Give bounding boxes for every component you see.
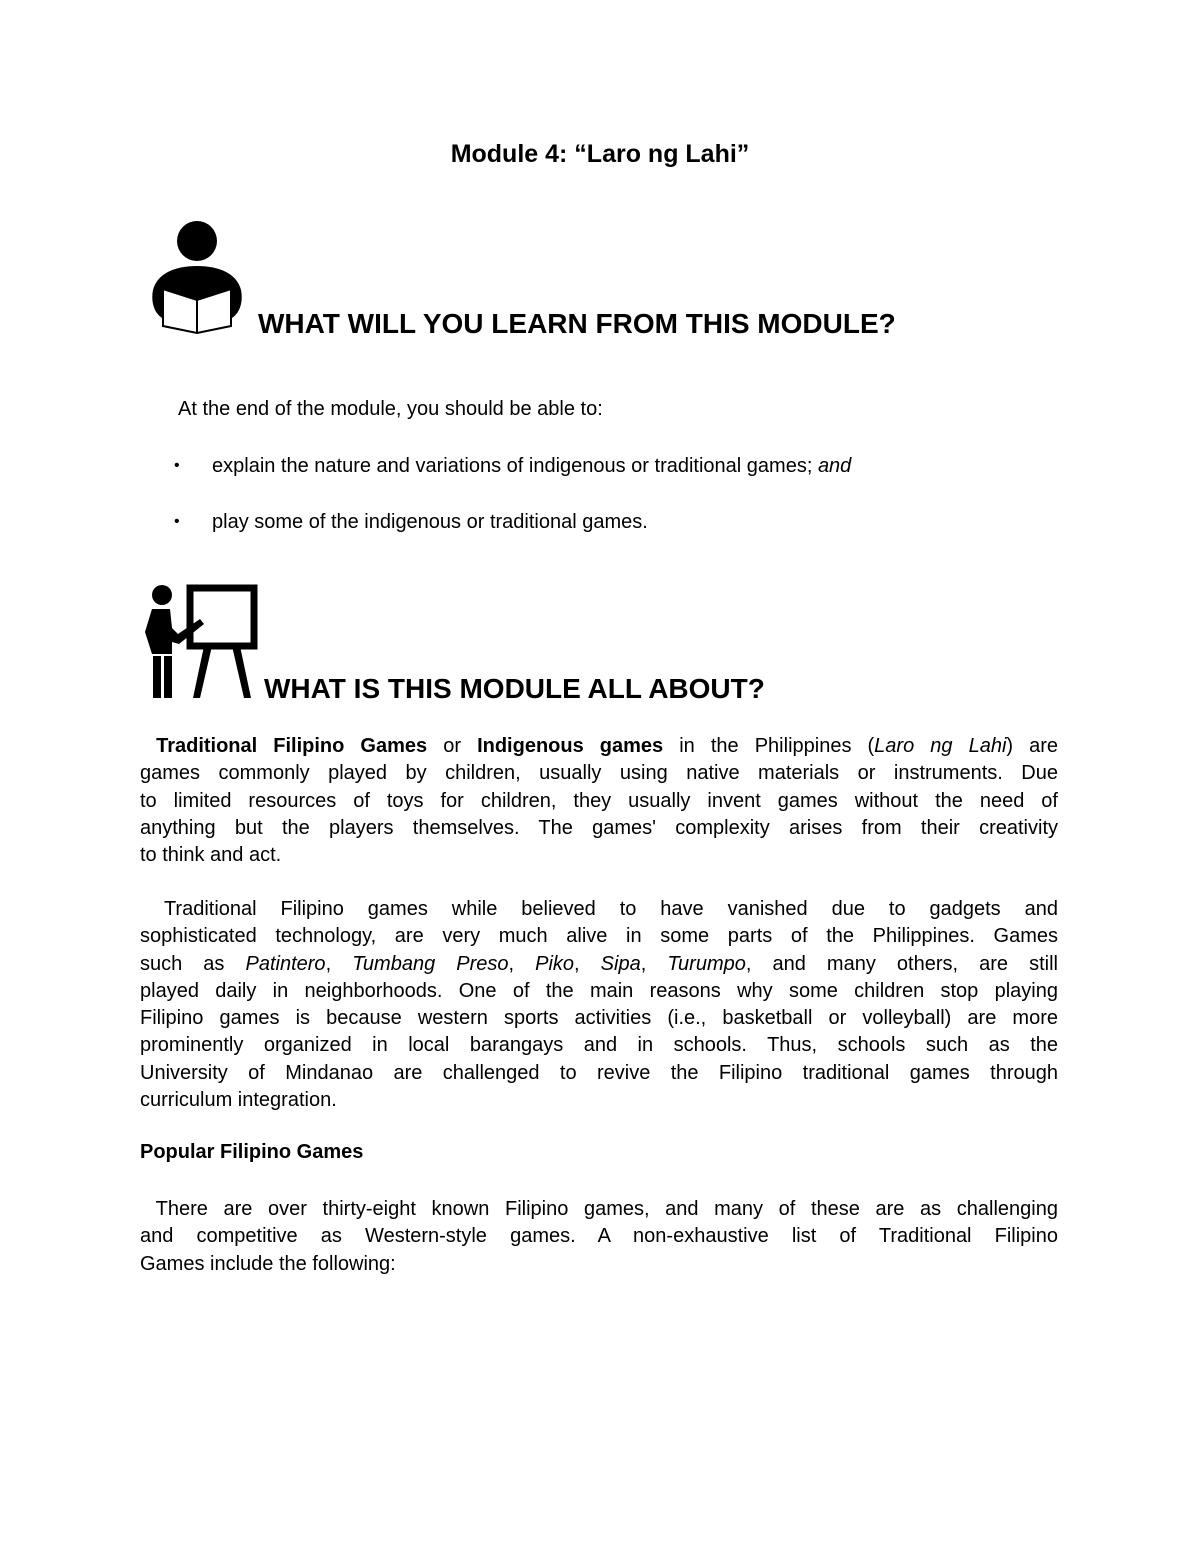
- text-run: ,: [325, 952, 353, 975]
- game-name: Tumbang Preso: [352, 952, 509, 975]
- text-run: ,: [574, 952, 601, 975]
- paragraph-line: Filipino games is because western sports activities (i.e., basketball or volleyball) are more: [140, 1007, 1058, 1030]
- section-heading-learn: WHAT WILL YOU LEARN FROM THIS MODULE?: [258, 308, 896, 339]
- learn-intro: At the end of the module, you should be able to:: [178, 398, 603, 420]
- bullet-icon: •: [174, 457, 180, 474]
- paragraph-line: sophisticated technology, are very much alive in some parts of the Philippines. Games: [140, 925, 1058, 948]
- text-run: ) are: [1006, 735, 1059, 757]
- objectives-list: [172, 452, 851, 564]
- objective-text: explain the nature and variations of indigenous or traditional games;: [212, 455, 818, 477]
- teacher-at-board-icon: [138, 582, 262, 704]
- game-name: Patintero: [245, 952, 326, 975]
- paragraph-line: University of Mindanao are challenged to revive the Filipino traditional games through: [140, 1061, 1058, 1084]
- paragraph-line: to limited resources of toys for children, they usually invent games without the need of: [140, 789, 1058, 812]
- text-run: , and many others, are still: [745, 952, 1058, 975]
- person-reading-book-icon: [150, 220, 244, 338]
- list-item: [172, 508, 851, 564]
- bullet-icon: •: [174, 513, 180, 530]
- objective-italic: and: [817, 455, 852, 477]
- text-run: such as: [140, 952, 246, 975]
- paragraph-line: anything but the players themselves. The games' complexity arises from their creativity: [140, 816, 1058, 839]
- paragraph-games-alive: [140, 896, 1058, 1114]
- text-run: in the Philippines (: [663, 735, 875, 757]
- page-title: Module 4: “Laro ng Lahi”: [450, 140, 750, 168]
- bold-term: Indigenous games: [477, 735, 664, 757]
- paragraph-line: prominently organized in local barangays and in schools. Thus, schools such as the: [140, 1034, 1058, 1057]
- section-heading-about: WHAT IS THIS MODULE ALL ABOUT?: [264, 673, 765, 704]
- paragraph-line: games commonly played by children, usually using native materials or instruments. Due: [140, 762, 1058, 785]
- paragraph-line: to think and act.: [140, 844, 282, 867]
- paragraph-line: [140, 896, 1058, 923]
- paragraph-line: curriculum integration.: [140, 1089, 337, 1112]
- text-run: ,: [640, 952, 668, 975]
- text-run: There are over thirty-eight known Filipino games, and many of these are as challenging: [155, 1198, 1058, 1220]
- paragraph-line: [140, 1196, 1058, 1223]
- paragraph-line: played daily in neighborhoods. One of the main reasons why some children stop playing: [140, 979, 1058, 1002]
- objective-text: play some of the indigenous or traditional games.: [212, 511, 648, 533]
- italic-term: Laro ng Lahi: [874, 735, 1007, 757]
- text-run: or: [427, 735, 478, 757]
- game-name: Piko: [535, 952, 575, 975]
- subheading-popular-games: Popular Filipino Games: [140, 1141, 364, 1163]
- paragraph-intro: [140, 733, 1058, 869]
- bold-term: Traditional Filipino Games: [156, 735, 428, 757]
- text-run: Traditional Filipino games while believed to have vanished due to gadgets and: [163, 898, 1058, 920]
- paragraph-popular-games: [140, 1196, 1058, 1278]
- game-name: Sipa: [600, 952, 641, 975]
- paragraph-line: Games include the following:: [140, 1252, 396, 1275]
- game-name: Turumpo: [667, 952, 746, 975]
- list-item: [172, 452, 851, 508]
- paragraph-line: [140, 733, 1058, 760]
- paragraph-line: and competitive as Western-style games. A non-exhaustive list of Traditional Filipino: [140, 1225, 1058, 1248]
- paragraph-line: [140, 951, 1058, 978]
- text-run: ,: [508, 952, 536, 975]
